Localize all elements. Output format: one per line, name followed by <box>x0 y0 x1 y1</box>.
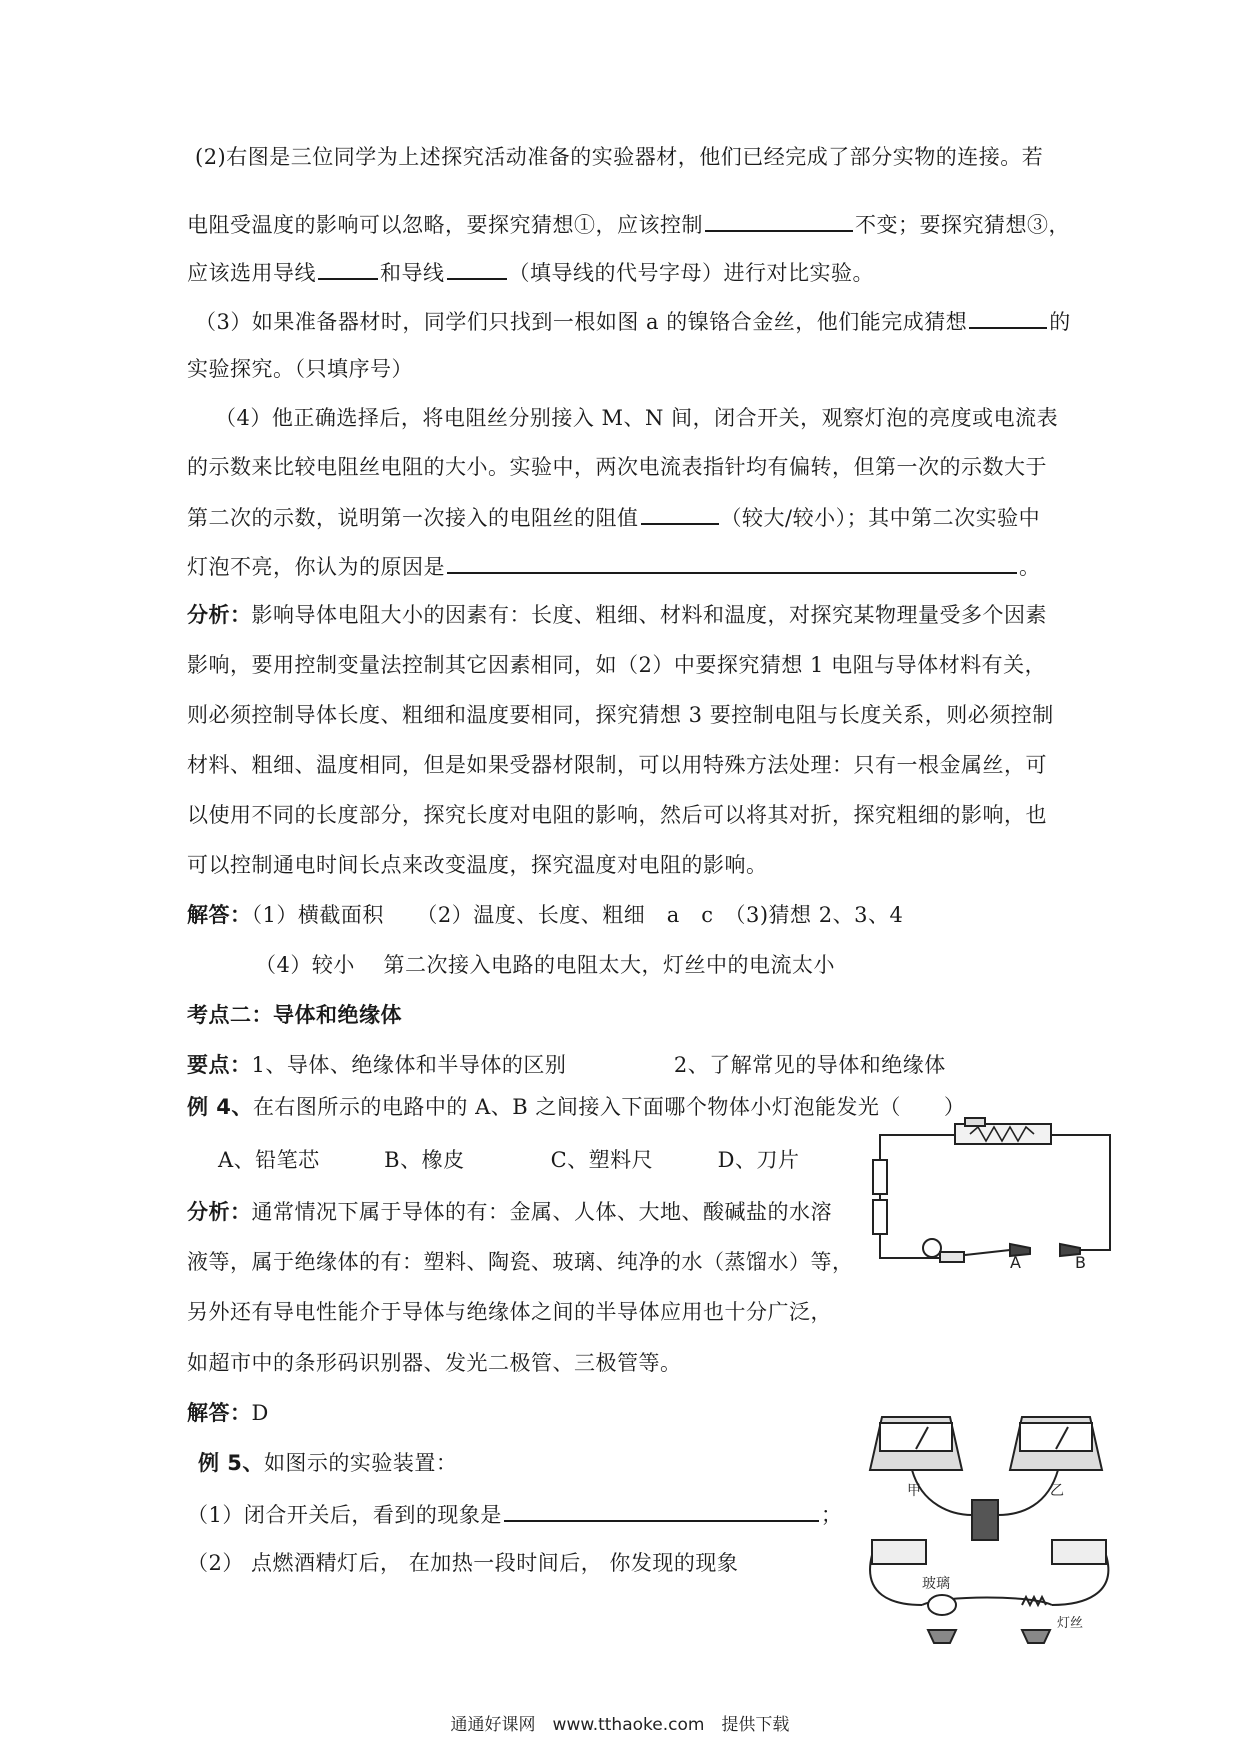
label-yi: 乙 <box>1050 1483 1064 1499</box>
ex5-line2: （2） 点燃酒精灯后， 在加热一段时间后， 你发现的现象 <box>187 1551 739 1575</box>
analysis1-line2: 影响，要用控制变量法控制其它因素相同，如（2）中要探究猜想 1 电阻与导体材料有关， <box>187 653 1047 677</box>
ex5-blank-1[interactable] <box>504 1498 819 1522</box>
switch-right-icon <box>1052 1540 1106 1564</box>
circuit-wire-right <box>1052 1135 1110 1250</box>
q2-line1: (2)右图是三位同学为上述探究活动准备的实验器材，他们已经完成了部分实物的连接。若 <box>195 145 1044 169</box>
q2-blank-1[interactable] <box>705 208 853 232</box>
battery-icon <box>873 1160 887 1194</box>
bulb-icon <box>923 1239 941 1257</box>
q4-line1: （4）他正确选择后，将电阻丝分别接入 M、N 间，闭合开关，观察灯泡的亮度或电流表 <box>215 406 1059 430</box>
ex4-answer: 解答：D <box>187 1401 269 1425</box>
ex5-stem: 例 5、如图示的实验装置： <box>198 1451 458 1475</box>
point2-title: 考点二：导体和绝缘体 <box>187 1003 402 1027</box>
switch-left-icon <box>872 1540 926 1564</box>
answer1-line1: 解答：（1）横截面积 （2）温度、长度、粗细 a c （3)猜想 2、3、4 <box>187 903 904 927</box>
analysis1-line3: 则必须控制导体长度、粗细和温度要相同，探究猜想 3 要控制电阻与长度关系，则必须控制 <box>187 703 1054 727</box>
q4-line2: 的示数来比较电阻丝电阻的大小。实验中，两次电流表指针均有偏转，但第一次的示数大于 <box>187 455 1047 479</box>
label-glass: 玻璃 <box>922 1576 950 1592</box>
q2-blank-3[interactable] <box>447 256 507 280</box>
battery-icon-2 <box>873 1200 887 1234</box>
analysis1-line5: 以使用不同的长度部分，探究长度对电阻的影响，然后可以将其对折，探究粗细的影响，也 <box>187 803 1047 827</box>
label-jia: 甲 <box>907 1483 921 1499</box>
ex4-options: A、铅笔芯 B、橡皮 C、塑料尺 D、刀片 <box>218 1148 800 1172</box>
answer1-line2: （4）较小 第二次接入电路的电阻太大，灯丝中的电流太小 <box>255 953 836 977</box>
q3-line1: （3）如果准备器材时，同学们只找到一根如图 a 的镍铬合金丝，他们能完成猜想 的 <box>195 305 1071 337</box>
ex4-analysis-line3: 另外还有导电性能介于导体与绝缘体之间的半导体应用也十分广泛， <box>187 1300 832 1324</box>
q2-line3: 应该选用导线 和导线 （填导线的代号字母）进行对比实验。 <box>187 256 874 288</box>
ex4-stem: 例 4、在右图所示的电路中的 A、B 之间接入下面哪个物体小灯泡能发光（ ） <box>187 1095 966 1119</box>
q4-blank-2[interactable] <box>447 550 1017 574</box>
q4-line4: 灯泡不亮，你认为的原因是 。 <box>187 550 1041 582</box>
ex5-apparatus-figure <box>862 1405 1120 1645</box>
analysis1-line4: 材料、粗细、温度相同，但是如果受器材限制，可以用特殊方法处理：只有一根金属丝，可 <box>187 753 1047 777</box>
q4-blank-1[interactable] <box>641 501 719 525</box>
analysis1-line1: 分析：影响导体电阻大小的因素有：长度、粗细、材料和温度，对探究某物理量受多个因素 <box>187 603 1047 627</box>
glass-icon <box>928 1595 956 1615</box>
label-a: A <box>1010 1253 1021 1270</box>
q2-line2: 电阻受温度的影响可以忽略，要探究猜想①，应该控制 不变；要探究猜想③， <box>187 208 1070 240</box>
q3-line2: 实验探究。（只填序号） <box>187 357 413 381</box>
battery-icon-3 <box>972 1500 998 1540</box>
ex4-analysis-line2: 液等，属于绝缘体的有：塑料、陶瓷、玻璃、纯净的水（蒸馏水）等， <box>187 1250 854 1274</box>
ex4-analysis-line4: 如超市中的条形码识别器、发光二极管、三极管等。 <box>187 1351 682 1375</box>
alcohol-lamp-left-icon <box>928 1630 956 1643</box>
label-b: B <box>1075 1253 1086 1270</box>
ex5-line1: （1）闭合开关后，看到的现象是 ； <box>187 1498 842 1530</box>
q4-line3: 第二次的示数，说明第一次接入的电阻丝的阻值 （较大/较小）；其中第二次实验中 <box>187 501 1040 533</box>
q2-blank-2[interactable] <box>318 256 378 280</box>
q3-blank[interactable] <box>969 305 1047 329</box>
analysis1-line6: 可以控制通电时间长点来改变温度，探究温度对电阻的影响。 <box>187 853 768 877</box>
ex4-analysis-line1: 分析：通常情况下属于导体的有：金属、人体、大地、酸碱盐的水溶 <box>187 1200 832 1224</box>
label-filament: 灯丝 <box>1057 1616 1084 1631</box>
page-footer: 通通好课网 www.tthaoke.com 提供下载 <box>450 1715 790 1735</box>
point2-key: 要点：1、导体、绝缘体和半导体的区别 2、了解常见的导体和绝缘体 <box>187 1053 946 1077</box>
ex4-circuit-figure <box>870 1110 1120 1270</box>
circuit-wire-left <box>880 1135 955 1258</box>
alcohol-lamp-right-icon <box>1022 1630 1050 1643</box>
